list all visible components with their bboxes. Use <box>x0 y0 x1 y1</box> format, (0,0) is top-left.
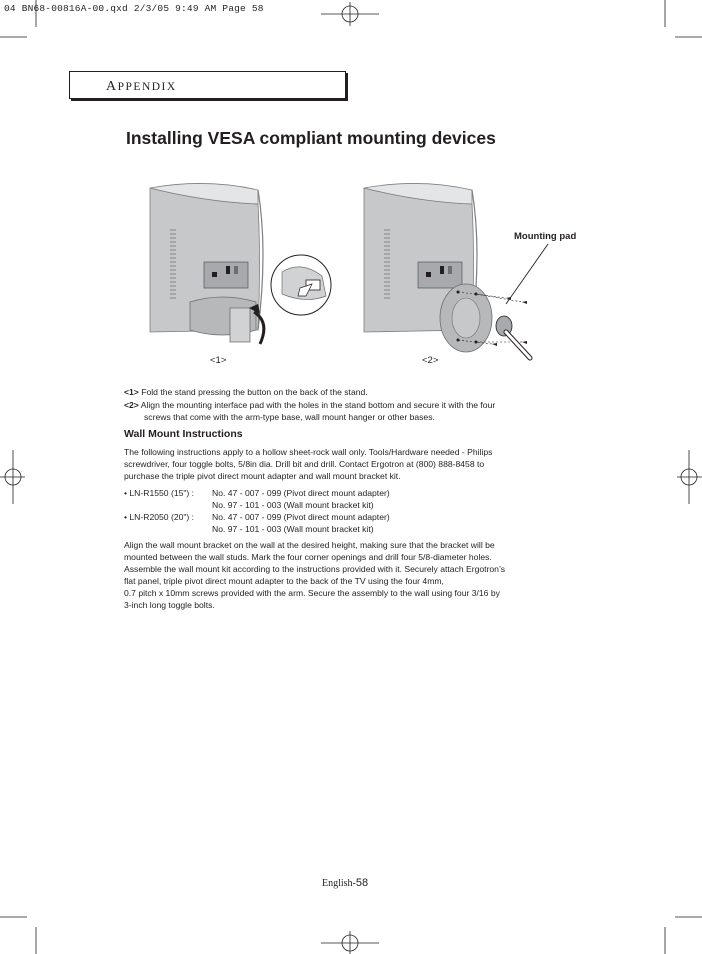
page-number-prefix: English- <box>322 878 356 889</box>
step-1-number: <1> <box>124 387 139 397</box>
body-line-6: 3-inch long toggle bolts. <box>124 600 215 610</box>
model-2-part-1: No. 47 - 007 - 099 (Pivot direct mount adapter) <box>212 512 390 522</box>
page-number-value: 58 <box>355 877 369 889</box>
appendix-header <box>106 79 177 95</box>
step-2-text-cont: screws that come with the arm-type base, wall mount hanger or other bases. <box>144 412 435 422</box>
figure-1-fold-stand <box>146 180 346 350</box>
model-2-name: • LN-R2050 (20") : <box>124 512 195 522</box>
wall-mount-heading: Wall Mount Instructions <box>124 428 243 440</box>
appendix-rest: PPENDIX <box>117 81 177 93</box>
body-line-1: Align the wall mount bracket on the wall at the desired height, making sure that the bracket will be <box>124 540 495 550</box>
model-1-part-2: No. 97 - 101 - 003 (Wall mount bracket kit) <box>212 500 374 510</box>
model-1-part-1: No. 47 - 007 - 099 (Pivot direct mount adapter) <box>212 488 390 498</box>
figure-1-label: <1> <box>210 355 227 366</box>
model-1-name: • LN-R1550 (15") : <box>124 488 195 498</box>
page-title: Installing VESA compliant mounting devices <box>126 128 496 148</box>
body-line-3: Assemble the wall mount kit according to the instructions provided with it. Securely attach Ergotron’s <box>124 564 506 574</box>
appendix-initial: A <box>106 79 118 94</box>
step-2-text: Align the mounting interface pad with the holes in the stand bottom and secure it with the four <box>140 400 496 410</box>
print-slug: 04 BN68-00816A-00.qxd 2/3/05 9:49 AM Page 58 <box>4 3 264 14</box>
body-line-2: mounted between the wall studs. Mark the four corner openings and drill four 5/8-diameter holes. <box>124 552 492 562</box>
intro-line-1: The following instructions apply to a hollow sheet-rock wall only. Tools/Hardware needed - Philips <box>124 447 493 457</box>
mounting-pad-callout: Mounting pad <box>514 231 577 242</box>
body-line-5: 0.7 pitch x 10mm screws provided with the arm. Secure the assembly to the wall using four 3/16 by <box>124 588 500 598</box>
step-2-number: <2> <box>124 400 139 410</box>
intro-line-3: purchase the triple pivot direct mount adapter and wall mount bracket kit. <box>124 471 401 481</box>
step-1 <box>124 386 368 398</box>
step-1-text: Fold the stand pressing the button on the back of the stand. <box>141 387 368 397</box>
figure-2-label: <2> <box>422 355 439 366</box>
intro-line-2: screwdriver, four toggle bolts, 5/8in dia. Drill bit and drill. Contact Ergotron at (800) 888-8458 to <box>124 459 485 469</box>
model-2-part-2: No. 97 - 101 - 003 (Wall mount bracket kit) <box>212 524 374 534</box>
figure-2-mounting-pad <box>360 180 580 365</box>
body-line-4: flat panel, triple pivot direct mount adapter to the back of the TV using the four 4mm, <box>124 576 444 586</box>
step-2 <box>124 399 495 411</box>
page-number <box>322 877 368 889</box>
